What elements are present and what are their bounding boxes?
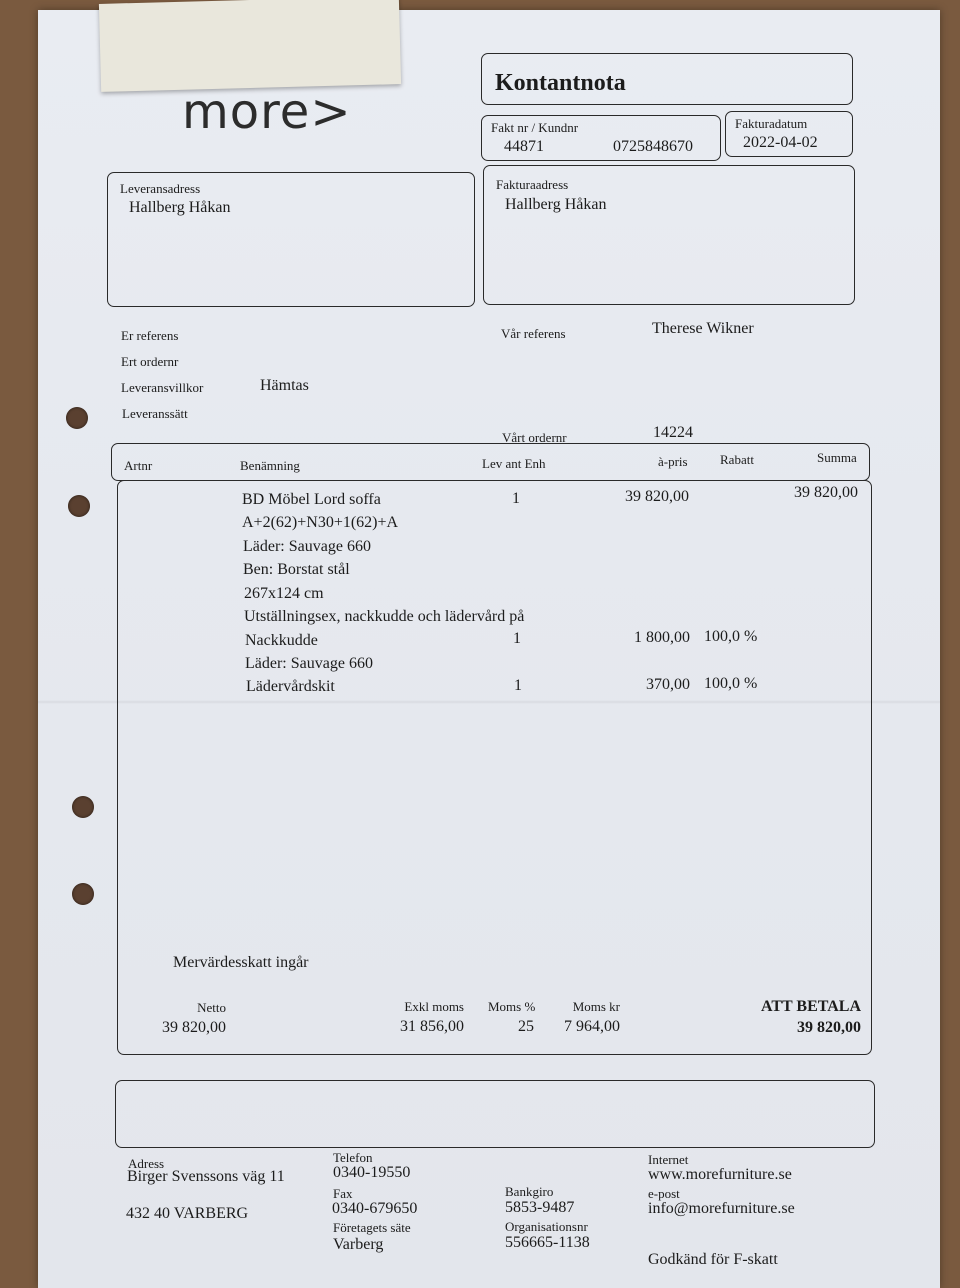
customer-number: 0725848670 [613,138,693,155]
table-header [111,443,870,481]
line-item-price: 1 800,00 [634,629,690,646]
company-logo: more> [182,84,352,140]
leveranssatt-label: Leveranssätt [122,406,188,421]
line-item-discount: 100,0 % [704,675,758,692]
footer-telefon: 0340-19550 [333,1164,411,1181]
punch-hole [66,407,88,429]
exkl-moms-label: Exkl moms [404,999,464,1014]
var-referens-value: Therese Wikner [652,320,754,337]
line-item-text: Läder: Sauvage 660 [245,655,373,672]
att-betala-value: 39 820,00 [797,1019,861,1036]
line-item-text: A+2(62)+N30+1(62)+A [242,514,399,531]
footer-fax-label: Fax [333,1186,353,1201]
delivery-address-box [107,172,475,307]
billing-name: Hallberg Håkan [505,196,607,213]
punch-hole [72,883,94,905]
ert-ordernr-label: Ert ordernr [121,354,179,369]
table-body [117,480,872,1055]
netto-label: Netto [197,1000,226,1015]
line-item-text: Ben: Borstat stål [243,561,350,578]
vart-ordernr-label: Vårt ordernr [502,430,567,445]
vart-ordernr-value: 14224 [653,424,693,441]
footer-postort: 432 40 VARBERG [126,1205,249,1222]
footer-adress-label: Adress [128,1156,165,1171]
moms-kr-value: 7 964,00 [564,1018,620,1035]
column-header-a-pris: à-pris [658,454,688,469]
line-item-discount: 100,0 % [704,628,758,645]
netto-value: 39 820,00 [162,1019,226,1036]
footer-bankgiro: 5853-9487 [505,1199,575,1216]
footer-email-link[interactable]: info@morefurniture.se [648,1200,795,1217]
footer-bankgiro-label: Bankgiro [505,1184,554,1199]
moms-pct-value: 25 [518,1018,534,1035]
exkl-moms-value: 31 856,00 [400,1018,464,1035]
line-item-text: Läder: Sauvage 660 [243,538,371,555]
line-item-qty: 1 [512,490,520,507]
delivery-address-label: Leveransadress [120,181,201,196]
line-item-sum: 39 820,00 [794,484,858,501]
invoice-date: 2022-04-02 [743,134,818,151]
invoice-number-label: Fakt nr / Kundnr [491,120,579,135]
billing-address-box [483,165,855,305]
er-referens-label: Er referens [121,328,179,343]
line-item-text: 267x124 cm [244,585,324,602]
footer-fskatt: Godkänd för F-skatt [648,1251,778,1268]
column-header-rabatt: Rabatt [720,452,754,467]
footer-fax: 0340-679650 [332,1200,418,1217]
footer-internet-label: Internet [648,1152,689,1167]
footer-website-link[interactable]: www.morefurniture.se [648,1166,792,1183]
footer-orgnr-label: Organisationsnr [505,1219,588,1234]
billing-address-label: Fakturaadress [496,177,569,192]
column-header-lev-ant-enh: Lev ant Enh [482,456,546,471]
invoice-number: 44871 [504,138,544,155]
sticker-note [99,0,401,92]
line-items [118,481,871,711]
var-referens-label: Vår referens [501,326,566,341]
footer-sate: Varberg [333,1236,384,1253]
leveransvillkor-label: Leveransvillkor [121,380,204,395]
line-item-text: Lädervårdskit [246,678,335,695]
att-betala-label: ATT BETALA [760,998,861,1015]
column-header-artnr: Artnr [124,458,153,473]
invoice-date-box [725,111,853,157]
line-item-text: BD Möbel Lord soffa [242,491,381,508]
punch-hole [68,495,90,517]
document-title: Kontantnota [495,70,626,96]
column-header-summa: Summa [817,450,857,465]
footer-telefon-label: Telefon [333,1150,373,1165]
vat-note: Mervärdesskatt ingår [173,954,309,971]
line-item-price: 370,00 [646,676,690,693]
punch-hole [72,796,94,818]
line-item-qty: 1 [513,630,521,647]
moms-pct-label: Moms % [488,999,536,1014]
column-header-benamning: Benämning [240,458,300,473]
invoice-date-label: Fakturadatum [735,116,808,131]
line-item-qty: 1 [514,677,522,694]
line-item-text: Nackkudde [245,632,318,649]
line-item-price: 39 820,00 [625,488,689,505]
footer-orgnr: 556665-1138 [505,1234,590,1251]
footer-epost-label: e-post [648,1186,680,1201]
line-item-text: Utställningsex, nackkudde och lädervård på [244,608,525,625]
delivery-name: Hallberg Håkan [129,199,231,216]
moms-kr-label: Moms kr [572,999,620,1014]
leveransvillkor-value: Hämtas [260,377,309,394]
invoice-number-box [481,115,721,161]
message-box [115,1080,875,1148]
footer-sate-label: Företagets säte [333,1220,411,1235]
title-box [481,53,853,105]
footer-adress: Birger Svenssons väg 11 [127,1168,285,1185]
